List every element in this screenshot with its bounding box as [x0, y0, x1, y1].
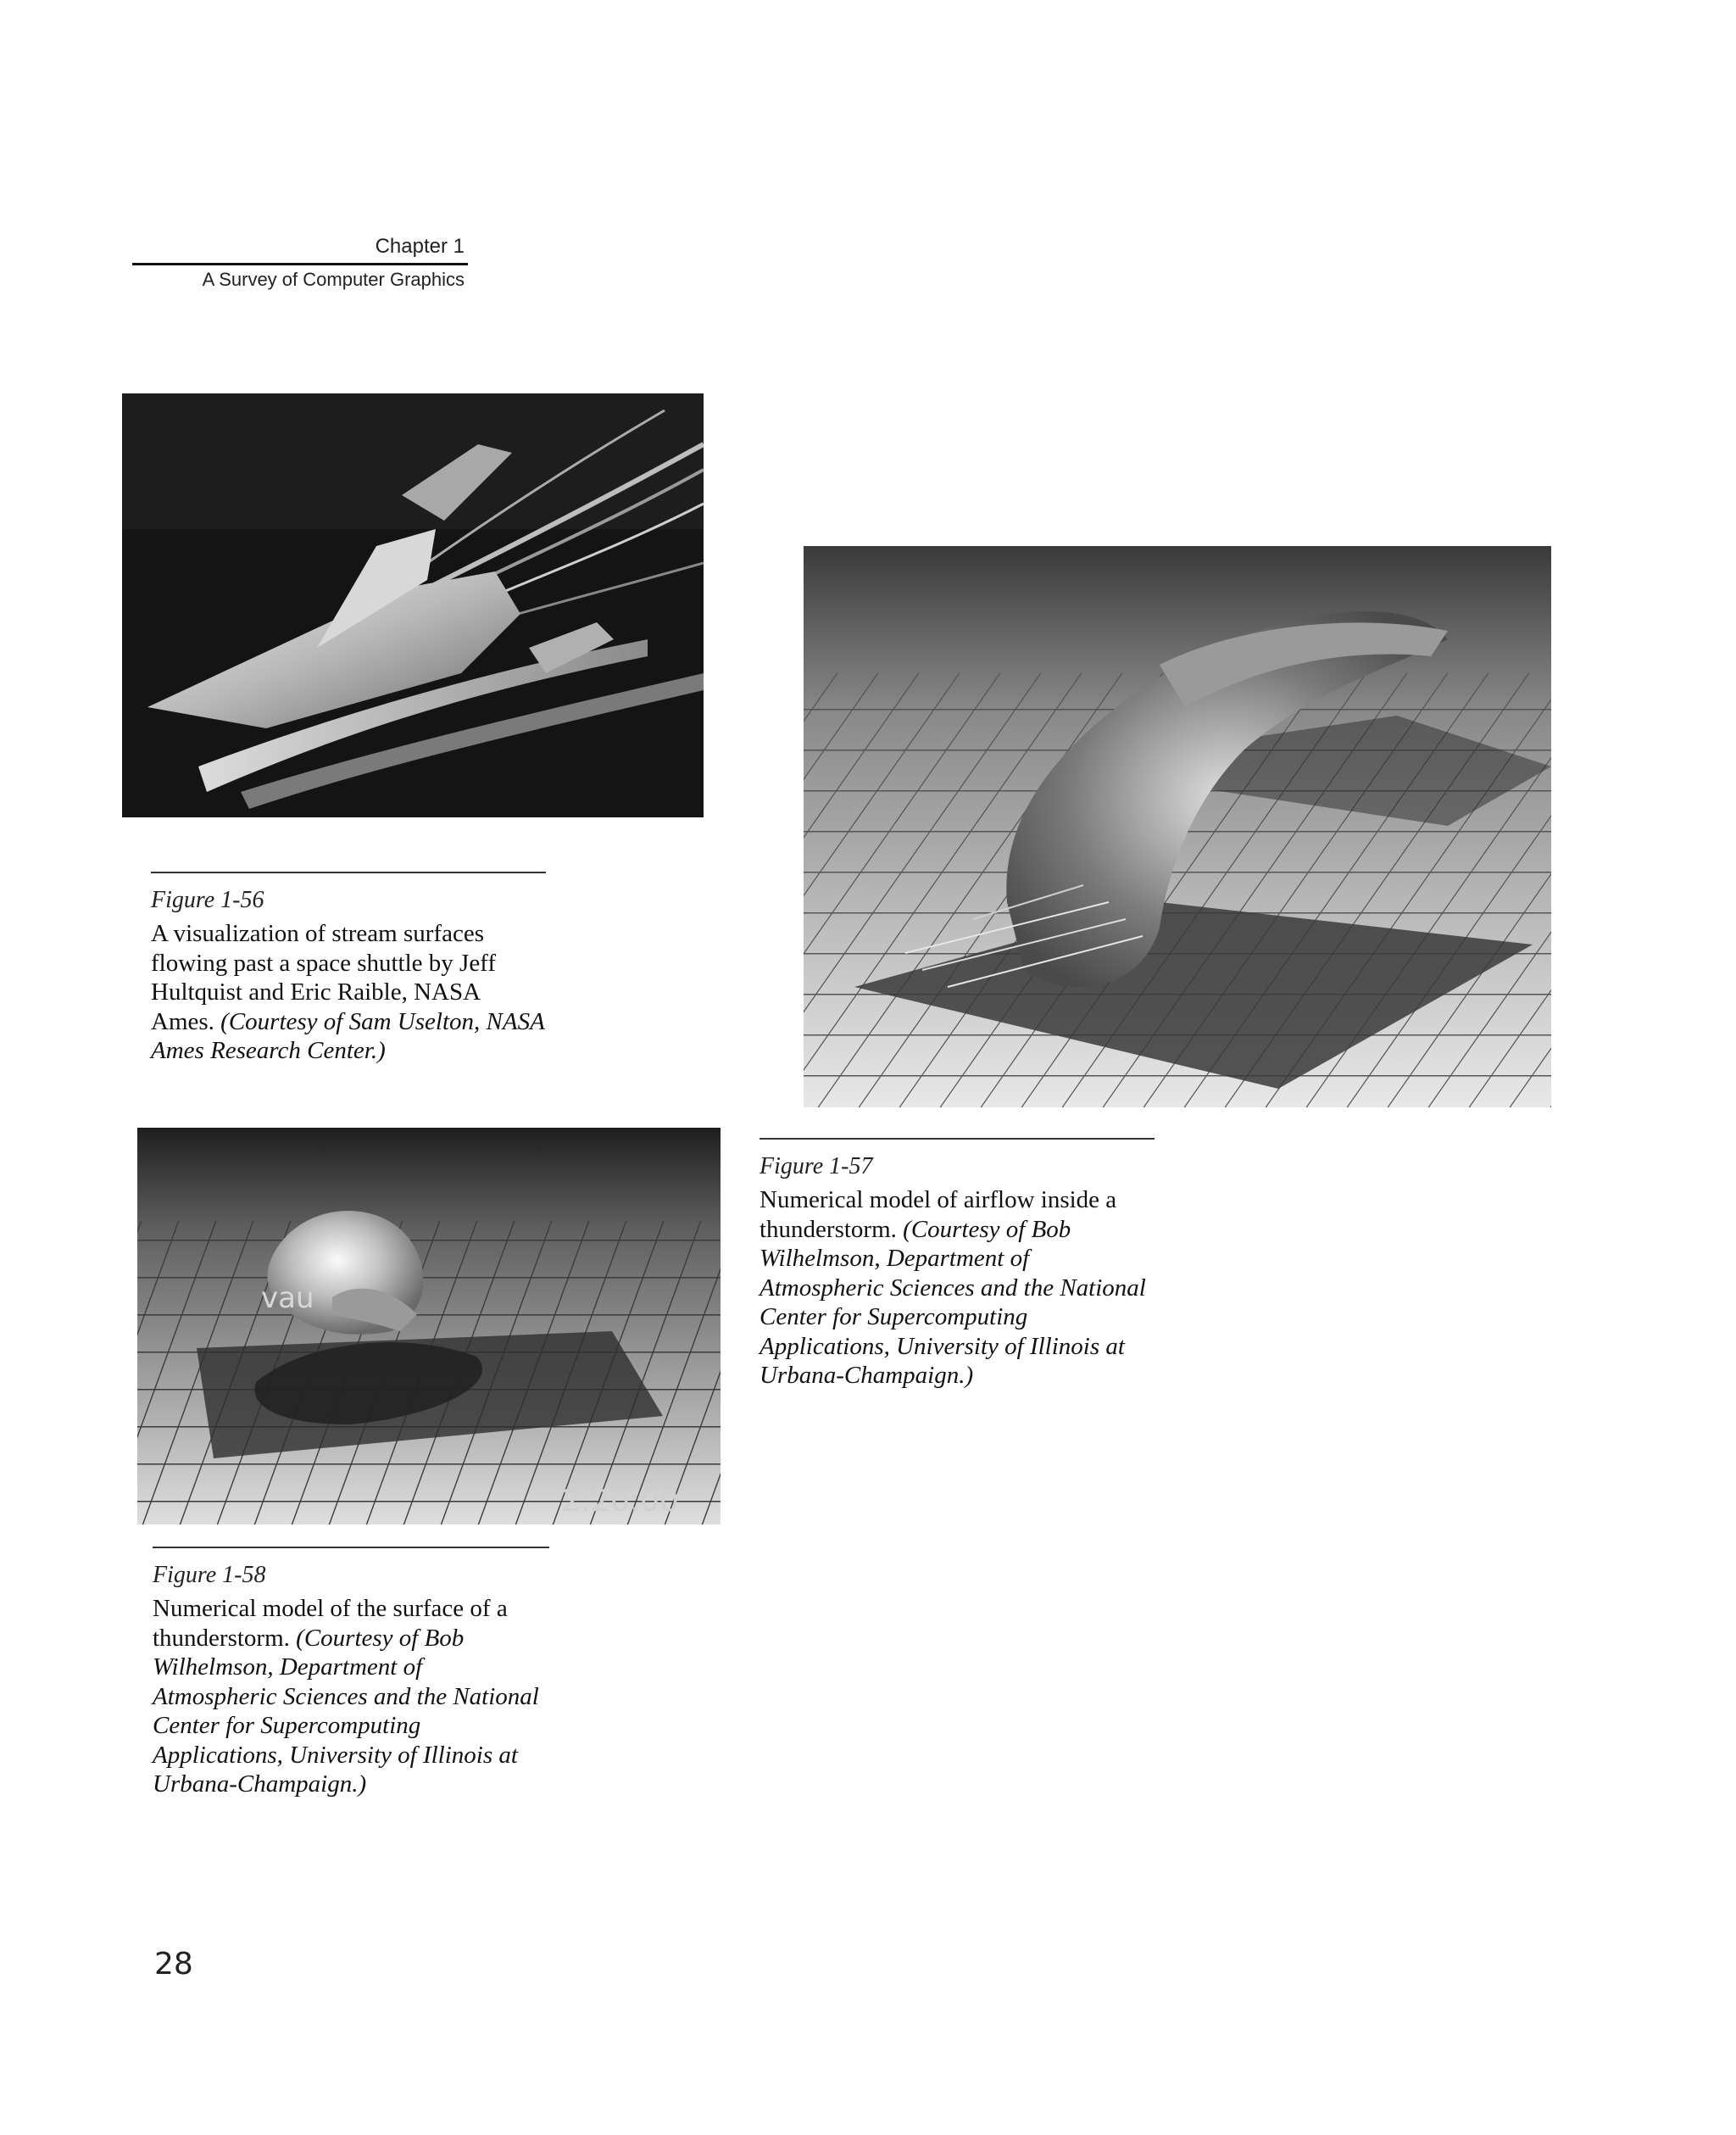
figure-number: Figure 1-56: [151, 887, 264, 913]
page-number: 28: [154, 1947, 193, 1982]
caption-text: [760, 1185, 1155, 1391]
caption-description: A visualization of stream surfaces flowing past a space shuttle by Jeff Hultquist and Eric Raible, NASA Ames.: [151, 920, 496, 1035]
figure-number: Figure 1-58: [153, 1562, 266, 1588]
caption-credit: (Courtesy of Bob Wilhelmson, Department of Atmospheric Sciences and the National Center for Supercomputing Applications, University of Illinois at Urbana-Champaign.): [760, 1215, 1146, 1389]
image-timestamp: 2:20:00: [561, 1484, 679, 1519]
image-label-vau: vau: [261, 1281, 314, 1315]
caption-rule: [760, 1138, 1155, 1140]
chapter-label: Chapter 1: [375, 235, 465, 258]
figure-1-57-image: [804, 546, 1551, 1107]
header-rule: [132, 263, 468, 265]
figure-1-56-image: [122, 393, 704, 817]
caption-description: Numerical model of airflow inside a thunderstorm.: [760, 1186, 1117, 1243]
caption-rule: [151, 872, 546, 873]
caption-text: [151, 919, 546, 1066]
chapter-subtitle: A Survey of Computer Graphics: [202, 269, 465, 290]
running-header: [132, 234, 468, 291]
caption-credit: (Courtesy of Bob Wilhelmson, Department of Atmospheric Sciences and the National Center for Supercomputing Applications, University of Illinois at Urbana-Champaign.): [153, 1624, 539, 1798]
caption-credit: (Courtesy of Sam Uselton, NASA Ames Research Center.): [151, 1007, 545, 1064]
caption-description: Numerical model of the surface of a thunderstorm.: [153, 1595, 508, 1652]
caption-text: [153, 1594, 549, 1799]
figure-number: Figure 1-57: [760, 1153, 873, 1179]
figure-1-58-caption: [153, 1547, 549, 1799]
caption-rule: [153, 1547, 549, 1548]
figure-1-58-image: [137, 1128, 721, 1525]
figure-1-57-caption: [760, 1138, 1155, 1391]
figure-1-56-caption: [151, 872, 546, 1066]
